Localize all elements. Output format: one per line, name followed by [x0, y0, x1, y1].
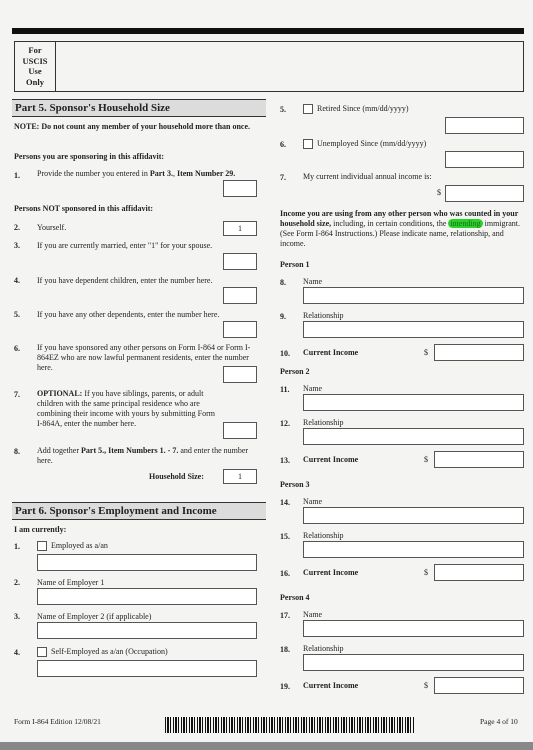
- employer1-input[interactable]: [37, 588, 257, 605]
- person-income-dollar: $: [424, 455, 428, 464]
- employer1-label: Name of Employer 1: [37, 578, 105, 587]
- uscis-label: For USCIS Use Only: [15, 42, 56, 91]
- self-employed-input[interactable]: [37, 660, 257, 677]
- person-relationship-input[interactable]: [303, 654, 524, 671]
- q5-input[interactable]: [223, 321, 257, 338]
- not-sponsored-heading: Persons NOT sponsored in this affidavit:: [14, 204, 154, 213]
- person-relationship-label: Relationship: [303, 644, 344, 653]
- q2-number: 2.: [14, 223, 20, 232]
- currently-label: I am currently:: [14, 525, 67, 534]
- household-size-label: Household Size:: [149, 472, 204, 481]
- person-income-label: Current Income: [303, 681, 359, 690]
- q1-bold-part: Part 3.: [149, 169, 173, 178]
- p6-q4-number: 4.: [14, 648, 20, 657]
- person-relationship-label: Relationship: [303, 418, 344, 427]
- p6-q5-number: 5.: [280, 105, 286, 114]
- person-relationship-number: 12.: [280, 419, 290, 428]
- person-name-label: Name: [303, 277, 323, 286]
- q2-input[interactable]: 1: [223, 221, 257, 236]
- q7-number: 7.: [14, 390, 20, 399]
- q8-text: [37, 446, 262, 466]
- person-title: Person 1: [280, 260, 310, 269]
- q6-text: If you have sponsored any other persons on Form I-864 or Form I-864EZ who are now lawful permanent residents, enter the number here.: [37, 343, 251, 372]
- person-relationship-input[interactable]: [303, 541, 524, 558]
- q1-bold-item: Item Number 29.: [176, 169, 236, 178]
- employer2-label: Name of Employer 2 (if applicable): [37, 612, 152, 621]
- q8-bold: Part 5., Item Numbers 1. - 7.: [81, 446, 179, 455]
- q1-text-b: ,: [172, 169, 177, 178]
- self-employed-checkbox[interactable]: [37, 647, 47, 657]
- retired-checkbox[interactable]: [303, 104, 313, 114]
- q8-text-b: and enter the number here.: [37, 446, 249, 465]
- person-title: Person 2: [280, 367, 310, 376]
- employed-as-input[interactable]: [37, 554, 257, 571]
- person-income-label: Current Income: [303, 348, 359, 357]
- q5-number: 5.: [14, 310, 20, 319]
- retired-since-input[interactable]: [445, 117, 524, 134]
- p6-q7-number: 7.: [280, 173, 286, 182]
- person-income-number: 16.: [280, 569, 290, 578]
- q1-text: [37, 169, 257, 179]
- person-name-label: Name: [303, 497, 323, 506]
- person-title: Person 4: [280, 593, 310, 602]
- person-relationship-number: 9.: [280, 312, 286, 321]
- q8-text-a: Add together: [37, 446, 81, 455]
- q3-number: 3.: [14, 241, 20, 250]
- note-text: Do not count any member of your household more than once.: [41, 122, 251, 131]
- annual-income-dollar: $: [437, 188, 441, 197]
- person-title: Person 3: [280, 480, 310, 489]
- annual-income-input[interactable]: [445, 185, 524, 202]
- person-income-input[interactable]: [434, 564, 524, 581]
- p6-q6-number: 6.: [280, 140, 286, 149]
- person-income-input[interactable]: [434, 677, 524, 694]
- p6-q1-number: 1.: [14, 542, 20, 551]
- highlighted-word: intending: [450, 219, 481, 228]
- self-employed-label: Self-Employed as a/an (Occupation): [51, 647, 168, 656]
- person-name-label: Name: [303, 384, 323, 393]
- person-relationship-label: Relationship: [303, 531, 344, 540]
- bottom-rule: [0, 742, 533, 750]
- form-edition: Form I-864 Edition 12/08/21: [14, 717, 101, 726]
- person-name-label: Name: [303, 610, 323, 619]
- q3-text: If you are currently married, enter "1" for your spouse.: [37, 241, 213, 250]
- q2-text: Yourself.: [37, 223, 67, 232]
- person-name-number: 14.: [280, 498, 290, 507]
- employed-checkbox[interactable]: [37, 541, 47, 551]
- p6-q2-number: 2.: [14, 578, 20, 587]
- top-rule: [12, 28, 524, 34]
- q4-text: If you have dependent children, enter the number here.: [37, 276, 213, 285]
- person-name-number: 17.: [280, 611, 290, 620]
- person-relationship-label: Relationship: [303, 311, 344, 320]
- q5-text: If you have any other dependents, enter the number here.: [37, 310, 220, 319]
- person-income-dollar: $: [424, 568, 428, 577]
- unemployed-since-input[interactable]: [445, 151, 524, 168]
- person-income-number: 13.: [280, 456, 290, 465]
- unemployed-label: Unemployed Since (mm/dd/yyyy): [317, 139, 427, 148]
- person-name-input[interactable]: [303, 620, 524, 637]
- part6-header: Part 6. Sponsor's Employment and Income: [12, 502, 266, 520]
- note-label: NOTE:: [14, 122, 40, 131]
- person-income-input[interactable]: [434, 344, 524, 361]
- person-name-number: 8.: [280, 278, 286, 287]
- q6-number: 6.: [14, 344, 20, 353]
- q7-body: If you have siblings, parents, or adult children with the same principal residence who are combining their income with yours by submitting Form I-864A, enter the number here.: [37, 389, 215, 428]
- person-name-input[interactable]: [303, 394, 524, 411]
- retired-label: Retired Since (mm/dd/yyyy): [317, 104, 409, 113]
- q3-input[interactable]: [223, 253, 257, 270]
- person-relationship-input[interactable]: [303, 321, 524, 338]
- person-relationship-input[interactable]: [303, 428, 524, 445]
- q7-text: [37, 389, 222, 429]
- person-name-input[interactable]: [303, 287, 524, 304]
- barcode: [165, 717, 415, 733]
- employed-label: Employed as a/an: [51, 541, 108, 550]
- q1-text-a: Provide the number you entered in: [37, 169, 150, 178]
- uscis-use-only-box: [14, 41, 524, 92]
- q8-number: 8.: [14, 447, 20, 456]
- person-income-label: Current Income: [303, 568, 359, 577]
- page-number: Page 4 of 10: [480, 717, 518, 726]
- part5-note: [14, 122, 264, 132]
- q7-input[interactable]: [223, 422, 257, 439]
- q4-number: 4.: [14, 276, 20, 285]
- person-income-number: 19.: [280, 682, 290, 691]
- part5-header: Part 5. Sponsor's Household Size: [12, 99, 266, 117]
- person-name-number: 11.: [280, 385, 290, 394]
- intro-bold: Income you are using from any other person who was counted in your household size,: [280, 209, 519, 228]
- person-name-input[interactable]: [303, 507, 524, 524]
- q1-number: 1.: [14, 171, 20, 180]
- unemployed-checkbox[interactable]: [303, 139, 313, 149]
- sponsoring-heading: Persons you are sponsoring in this affidavit:: [14, 152, 165, 161]
- person-income-number: 10.: [280, 349, 290, 358]
- person-relationship-number: 18.: [280, 645, 290, 654]
- other-income-intro: [280, 209, 524, 249]
- person-income-input[interactable]: [434, 451, 524, 468]
- household-size-input[interactable]: 1: [223, 469, 257, 484]
- p6-q3-number: 3.: [14, 612, 20, 621]
- person-relationship-number: 15.: [280, 532, 290, 541]
- annual-income-label: My current individual annual income is:: [303, 172, 432, 181]
- q4-input[interactable]: [223, 287, 257, 304]
- employer2-input[interactable]: [37, 622, 257, 639]
- person-income-label: Current Income: [303, 455, 359, 464]
- q6-input[interactable]: [223, 366, 257, 383]
- q7-optional-label: OPTIONAL:: [37, 389, 83, 398]
- person-income-dollar: $: [424, 348, 428, 357]
- intro-text-b: immigrant. (See Form I-864 Instructions.) Please indicate name, relationship, and income.: [280, 219, 520, 248]
- person-income-dollar: $: [424, 681, 428, 690]
- q1-input[interactable]: [223, 180, 257, 197]
- intro-text-a: including, in certain conditions, the: [331, 219, 449, 228]
